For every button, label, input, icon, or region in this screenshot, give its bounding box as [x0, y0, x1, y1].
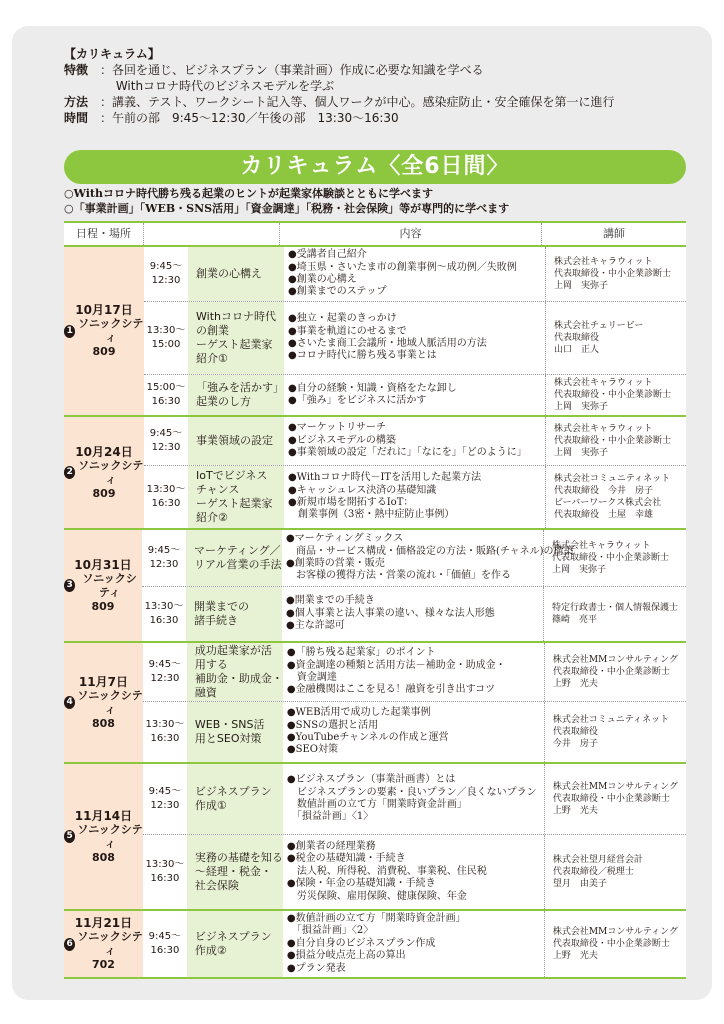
intro-key: 時間: [64, 111, 89, 125]
lecturer-line: 代表取締役・中小企業診断士: [551, 553, 669, 563]
session-lecturer: [545, 643, 686, 701]
session-content: [284, 417, 546, 465]
title-line: 紹介①: [196, 352, 228, 365]
lecturer-line: 上岡 実弥子: [551, 565, 606, 575]
day-slots: [144, 247, 686, 415]
intro-row: [64, 78, 614, 94]
content-line: ●主な許認可: [285, 620, 345, 632]
lecturer-line: 代表取締役・中小企業診断士: [554, 269, 672, 279]
intro-row: [64, 110, 614, 126]
time-line: 13:30～: [146, 484, 186, 495]
session-lecturer: [545, 911, 686, 977]
lecturer-line: 代表取締役・中小企業診断士: [552, 794, 670, 804]
content-line: ●新規市場を開拓するIoT：: [288, 497, 414, 508]
time-line: 16:30: [151, 396, 181, 407]
session-lecturer: [544, 587, 686, 641]
lecturer-line: 今井 房子: [552, 739, 598, 749]
content-line: 創業事例（3密・熱中症防止事例）: [288, 509, 455, 521]
session-time: [144, 302, 188, 374]
session-content: [282, 587, 544, 641]
session-row: [144, 375, 686, 415]
content-line: ●金融機関はここを見る！融資を引き出すコツ: [286, 684, 496, 696]
content-line: お客様の獲得方法・営業の流れ・「価値」を作る: [285, 570, 511, 582]
venue-room: 809: [91, 599, 115, 613]
content-line: ●損益分岐点売上高の算出: [286, 950, 406, 962]
session-title: [188, 466, 284, 528]
content-line: ●個人事業と法人事業の違い、様々な法人形態: [285, 607, 495, 619]
session-lecturer: [546, 417, 686, 465]
day-venue: [64, 317, 144, 345]
session-number: 2: [64, 466, 75, 479]
time-line: 9:45～: [149, 428, 183, 439]
session-content: [284, 466, 546, 528]
lecturer-line: 代表取締役: [554, 333, 600, 343]
title-line: 事業領域の設定: [196, 434, 273, 447]
content-line: ●ビジネスプラン（事業計画書）とは: [286, 774, 456, 786]
day-date-cell: [64, 530, 142, 641]
time-line: 9:45～: [148, 786, 182, 797]
content-line: ●数値計画の立て方「開業時資金計画」: [286, 913, 466, 924]
content-line: ●自分自身のビジネスプラン作成: [286, 937, 436, 949]
session-row: [144, 302, 686, 375]
content-line: ●創業時の営業・販売: [285, 558, 385, 569]
time-line: 9:45～: [148, 659, 182, 670]
time-line: 16:30: [150, 733, 180, 744]
session-number: 4: [64, 696, 75, 709]
session-time: [144, 466, 188, 528]
venue-name: ソニックシティ: [78, 458, 144, 486]
note-line: ○「事業計画」「WEB・SNS活用」「資金調達」「税務・社会保険」等が専門的に学べます: [64, 202, 510, 215]
session-lecturer: [546, 302, 686, 374]
lecturer-line: 株式会社キャラウィット: [551, 541, 651, 551]
time-line: 9:45～: [149, 261, 183, 272]
session-content: [283, 764, 545, 834]
lecturer-line: ビーバーワークス株式会社: [554, 498, 662, 508]
intro-value: ：講義、テスト、ワークシート記入等、個人ワークが中心。感染症防止・安全確保を第一に進行: [100, 95, 615, 109]
lecturer-line: 株式会社チェリービー: [554, 321, 644, 331]
session-title: [187, 911, 283, 977]
venue-name: ソニックシティ: [77, 688, 143, 716]
day-date: 11月14日: [74, 808, 133, 823]
lecturer-line: 株式会社キャラウィット: [554, 257, 653, 267]
content-line: 数値計画の立て方「開業時資金計画」: [286, 799, 467, 810]
title-line: IoTでビジネス: [196, 469, 268, 482]
content-line: ●創業までのステップ: [288, 286, 387, 298]
session-title: [188, 417, 284, 465]
title-line: 成功起業家が活: [194, 644, 272, 657]
lecturer-line: 代表取締役・中小企業診断士: [554, 390, 672, 400]
lecturer-line: 株式会社MMコンサルティング: [552, 927, 678, 938]
content-line: ●保険・年金の基礎知識・手続き: [286, 878, 436, 890]
day-slots: [143, 764, 686, 909]
title-line: 用とSEO対策: [194, 732, 262, 745]
time-line: 13:30～: [146, 325, 186, 336]
day-venue: [64, 930, 143, 958]
header-spacer: [144, 223, 280, 245]
content-line: ●独立・起業のきっかけ: [288, 313, 397, 325]
content-line: ●Withコロナ時代－ITを活用した起業方法: [288, 472, 482, 484]
day-venue: [64, 459, 144, 487]
session-content: [283, 702, 545, 762]
session-title: [187, 764, 283, 834]
lecturer-line: 望月 由美子: [552, 879, 607, 889]
time-line: 16:30: [149, 615, 179, 626]
session-title: [188, 247, 284, 301]
day-venue: [64, 823, 143, 851]
header-lecturer: 講師: [603, 227, 625, 240]
title-line: 紹介②: [196, 511, 228, 524]
intro-key: 方法: [64, 95, 89, 109]
venue-name: ソニックシティ: [77, 822, 143, 850]
day-block: [64, 530, 686, 643]
day-date: 10月31日: [74, 557, 132, 572]
intro-value: ：午前の部 9:45～12:30／午後の部 13:30～16:30: [100, 111, 399, 125]
session-time: [142, 530, 186, 586]
lecturer-line: 代表取締役 今井 房子: [554, 486, 654, 496]
day-date-cell: [64, 911, 143, 977]
session-content: [284, 302, 546, 374]
session-content: [283, 643, 545, 701]
title-line: 「強みを活かす」: [196, 381, 284, 394]
content-line: ●WEB活用で成功した起業事例: [286, 707, 431, 719]
session-title: [187, 835, 283, 909]
title-line: 開業までの: [193, 600, 249, 613]
time-line: 13:30～: [145, 859, 185, 870]
lecturer-line: 上野 光夫: [552, 679, 598, 689]
content-line: 資金調達: [286, 672, 337, 683]
content-line: 法人税、所得税、消費税、事業税、住民税: [286, 865, 487, 877]
day-block: [64, 764, 686, 911]
day-date-cell: [64, 643, 143, 762]
session-number: 5: [64, 830, 75, 843]
content-line: ●マーケティングミックス: [285, 533, 404, 545]
note-line: ○Withコロナ時代勝ち残る起業のヒントが起業家体験談とともに学べます: [64, 187, 434, 200]
session-lecturer: [544, 530, 686, 586]
day-slots: [143, 643, 686, 762]
session-row: [144, 417, 686, 466]
content-line: 商品・サービス構成・価格設定の方法・販路(チャネル)の構築: [285, 545, 574, 557]
intro-row: [64, 94, 614, 110]
session-content: [283, 835, 545, 909]
session-row: [144, 466, 686, 528]
intro-heading: 【カリキュラム】: [64, 47, 160, 61]
venue-room: 702: [91, 958, 115, 972]
lecturer-line: 株式会社コミュニティネット: [554, 474, 671, 484]
content-line: ●さいたま商工会議所・地域人脈活用の方法: [288, 338, 487, 349]
session-content: [282, 530, 574, 586]
time-line: 16:30: [150, 873, 180, 884]
title-line: チャンス: [196, 483, 240, 496]
session-time: [144, 247, 188, 301]
session-time: [144, 417, 188, 465]
session-time: [143, 643, 187, 701]
title-line: 補助金・助成金・: [194, 672, 283, 685]
session-number: 3: [64, 579, 75, 592]
session-row: [142, 587, 686, 641]
day-block: [64, 417, 686, 530]
lecturer-line: 株式会社MMコンサルティング: [552, 782, 678, 792]
content-line: ●埼玉県・さいたま市の創業事例～成功例／失敗例: [288, 261, 517, 273]
session-time: [142, 587, 186, 641]
time-line: 9:45～: [147, 545, 181, 556]
lecturer-line: 上岡 実弥子: [554, 402, 609, 412]
day-date: 11月21日: [74, 916, 133, 931]
session-time: [143, 764, 187, 834]
title-line: 創業の心構え: [196, 267, 262, 280]
time-line: 16:30: [151, 498, 181, 509]
session-row: [142, 530, 686, 587]
title-line: 実務の基礎を知る: [194, 851, 283, 864]
content-line: ●SEO対策: [286, 744, 338, 756]
title-line: ーゲスト起業家: [196, 497, 273, 510]
session-title: [186, 587, 282, 641]
session-title: [187, 643, 283, 701]
content-line: ●自分の経験・知識・資格をたな卸し: [288, 382, 457, 394]
content-line: ●税金の基礎知識・手続き: [286, 853, 406, 865]
table-header: [64, 221, 686, 247]
content-line: ビジネスプランの要素・良いプラン／良くないプラン: [286, 786, 537, 798]
session-row: [143, 764, 686, 835]
session-time: [143, 911, 187, 977]
curriculum-notes: [64, 186, 509, 216]
intro-value: ：各回を通じ、ビジネスプラン（事業計画）作成に必要な知識を学べる: [100, 63, 484, 77]
day-date: 10月17日: [75, 303, 133, 317]
content-line: ●事業領域の設定「だれに」「なにを」「どのように」: [288, 447, 527, 459]
session-lecturer: [545, 764, 686, 834]
intro-key: [64, 78, 100, 94]
title-line: 起業のし方: [196, 395, 251, 408]
lecturer-line: 代表取締役 土屋 幸雄: [554, 510, 654, 520]
session-lecturer: [546, 375, 686, 415]
session-number: 1: [64, 325, 75, 338]
content-line: ●「勝ち残る起業家」のポイント: [286, 647, 436, 659]
title-line: マーケティング／: [193, 544, 281, 557]
day-date-cell: [64, 247, 144, 415]
session-lecturer: [545, 702, 686, 762]
title-line: 作成②: [194, 944, 227, 958]
content-line: ●コロナ時代に勝ち残る事業とは: [288, 350, 437, 362]
time-line: 16:30: [150, 945, 180, 957]
venue-name: ソニックシティ: [78, 317, 144, 344]
venue-name: ソニックシティ: [77, 930, 143, 958]
content-line: ●事業を軌道にのせるまで: [288, 325, 407, 337]
header-content: 内容: [280, 223, 542, 245]
session-title: [188, 375, 284, 415]
lecturer-line: 代表取締役／税理士: [552, 867, 634, 877]
content-line: ●創業の心構え: [288, 274, 357, 285]
session-row: [143, 911, 686, 977]
session-lecturer: [546, 247, 686, 301]
time-line: 12:30: [151, 275, 181, 286]
content-line: ●創業者の経理業務: [286, 840, 376, 852]
title-line: 諸手続き: [193, 614, 238, 627]
title-line: ビジネスプラン: [194, 785, 272, 798]
session-title: [188, 302, 284, 374]
session-row: [144, 247, 686, 302]
title-line: 融資: [194, 686, 217, 699]
time-line: 15:00: [151, 339, 181, 350]
venue-room: 809: [92, 486, 116, 500]
lecturer-line: 上野 光夫: [552, 806, 598, 816]
session-number: 6: [64, 938, 75, 951]
day-venue: [64, 689, 143, 717]
day-venue: [64, 572, 142, 600]
content-line: ●プラン発表: [286, 962, 346, 974]
lecturer-line: 株式会社コミュニティネット: [552, 715, 670, 725]
content-line: ●YouTubeチャンネルの作成と運営: [286, 732, 449, 743]
day-date-cell: [64, 417, 144, 528]
day-date-cell: [64, 764, 143, 909]
time-line: 12:30: [149, 559, 179, 570]
content-line: 「損益計画」〈2〉: [286, 925, 374, 937]
day-date: 10月24日: [75, 444, 133, 459]
content-line: ●マーケットリサーチ: [288, 422, 387, 434]
session-row: [143, 835, 686, 909]
lecturer-line: 代表取締役・中小企業診断士: [554, 436, 672, 446]
session-time: [143, 835, 187, 909]
day-slots: [144, 417, 686, 528]
content-line: ●受講者自己紹介: [288, 249, 367, 261]
lecturer-line: 上野 光夫: [552, 951, 598, 962]
content-line: ●「強み」をビジネスに活かす: [288, 395, 427, 406]
session-time: [143, 702, 187, 762]
lecturer-line: 株式会社キャラウィット: [554, 424, 653, 434]
time-line: 12:30: [151, 442, 181, 453]
lecturer-line: 特定行政書士・個人情報保護士: [551, 603, 678, 613]
lecturer-line: 篠崎 亮平: [551, 615, 597, 625]
content-line: ●キャッシュレス決済の基礎知識: [288, 484, 437, 496]
title-line: ビジネスプラン: [194, 930, 272, 944]
intro-row: [64, 62, 614, 78]
time-line: 12:30: [150, 800, 180, 811]
content-line: 労災保険、雇用保険、健康保険、年金: [286, 890, 467, 902]
title-line: WEB・SNS活: [194, 718, 265, 731]
lecturer-line: 山口 正人: [554, 345, 600, 355]
intro-key: 特徴: [64, 63, 89, 77]
title-line: ーゲスト起業家: [196, 338, 273, 351]
session-content: [284, 247, 546, 301]
title-line: 社会保険: [194, 879, 239, 892]
curriculum-intro: [64, 46, 614, 126]
day-block: [64, 247, 686, 417]
title-line: Withコロナ時代: [196, 310, 276, 323]
content-line: ●ビジネスモデルの構築: [288, 434, 396, 446]
lecturer-line: 代表取締役・中小企業診断士: [552, 939, 670, 950]
lecturer-line: 上岡 実弥子: [554, 448, 609, 458]
day-date: 11月7日: [78, 674, 128, 689]
session-lecturer: [546, 466, 686, 528]
lecturer-line: 株式会社キャラウィット: [554, 378, 653, 388]
intro-value: Withコロナ時代のビジネスモデルを学ぶ: [100, 79, 335, 93]
venue-name: ソニックシティ: [82, 571, 137, 599]
content-line: 「損益計画」〈1〉: [286, 811, 374, 823]
lecturer-line: 上岡 実弥子: [554, 281, 609, 291]
day-block: [64, 911, 686, 979]
time-line: 9:45～: [148, 931, 182, 943]
day-slots: [143, 911, 686, 977]
title-line: リアル営業の手法: [193, 558, 282, 571]
time-line: 13:30～: [144, 601, 184, 612]
venue-room: 808: [91, 716, 115, 730]
venue-room: 808: [91, 850, 115, 864]
curriculum-banner: カリキュラム〈全6日間〉: [64, 150, 686, 184]
lecturer-line: 株式会社望月経営会計: [552, 855, 643, 865]
session-time: [144, 375, 188, 415]
title-line: の創業: [196, 324, 229, 337]
time-line: 13:30～: [145, 719, 185, 730]
session-lecturer: [545, 835, 686, 909]
day-slots: [142, 530, 686, 641]
title-line: 作成①: [194, 799, 227, 812]
lecturer-line: 株式会社MMコンサルティング: [552, 655, 678, 665]
session-title: [187, 702, 283, 762]
content-line: ●資金調達の種類と活用方法－補助金・助成金・: [286, 659, 506, 671]
lecturer-line: 代表取締役: [552, 727, 598, 737]
session-row: [143, 702, 686, 762]
venue-room: 809: [92, 345, 116, 358]
time-line: 12:30: [150, 673, 180, 684]
day-block: [64, 643, 686, 764]
content-line: ●開業までの手続き: [285, 595, 375, 607]
session-content: [284, 375, 546, 415]
time-line: 15:00～: [146, 382, 186, 393]
schedule-table: [64, 221, 686, 979]
lecturer-line: 代表取締役・中小企業診断士: [552, 667, 670, 677]
content-line: ●SNSの選択と活用: [286, 719, 379, 731]
session-row: [143, 643, 686, 702]
title-line: 用する: [194, 658, 228, 671]
title-line: ～経理・税金・: [194, 865, 272, 878]
session-content: [283, 911, 545, 977]
session-title: [186, 530, 282, 586]
header-date: 日程・場所: [64, 223, 144, 245]
